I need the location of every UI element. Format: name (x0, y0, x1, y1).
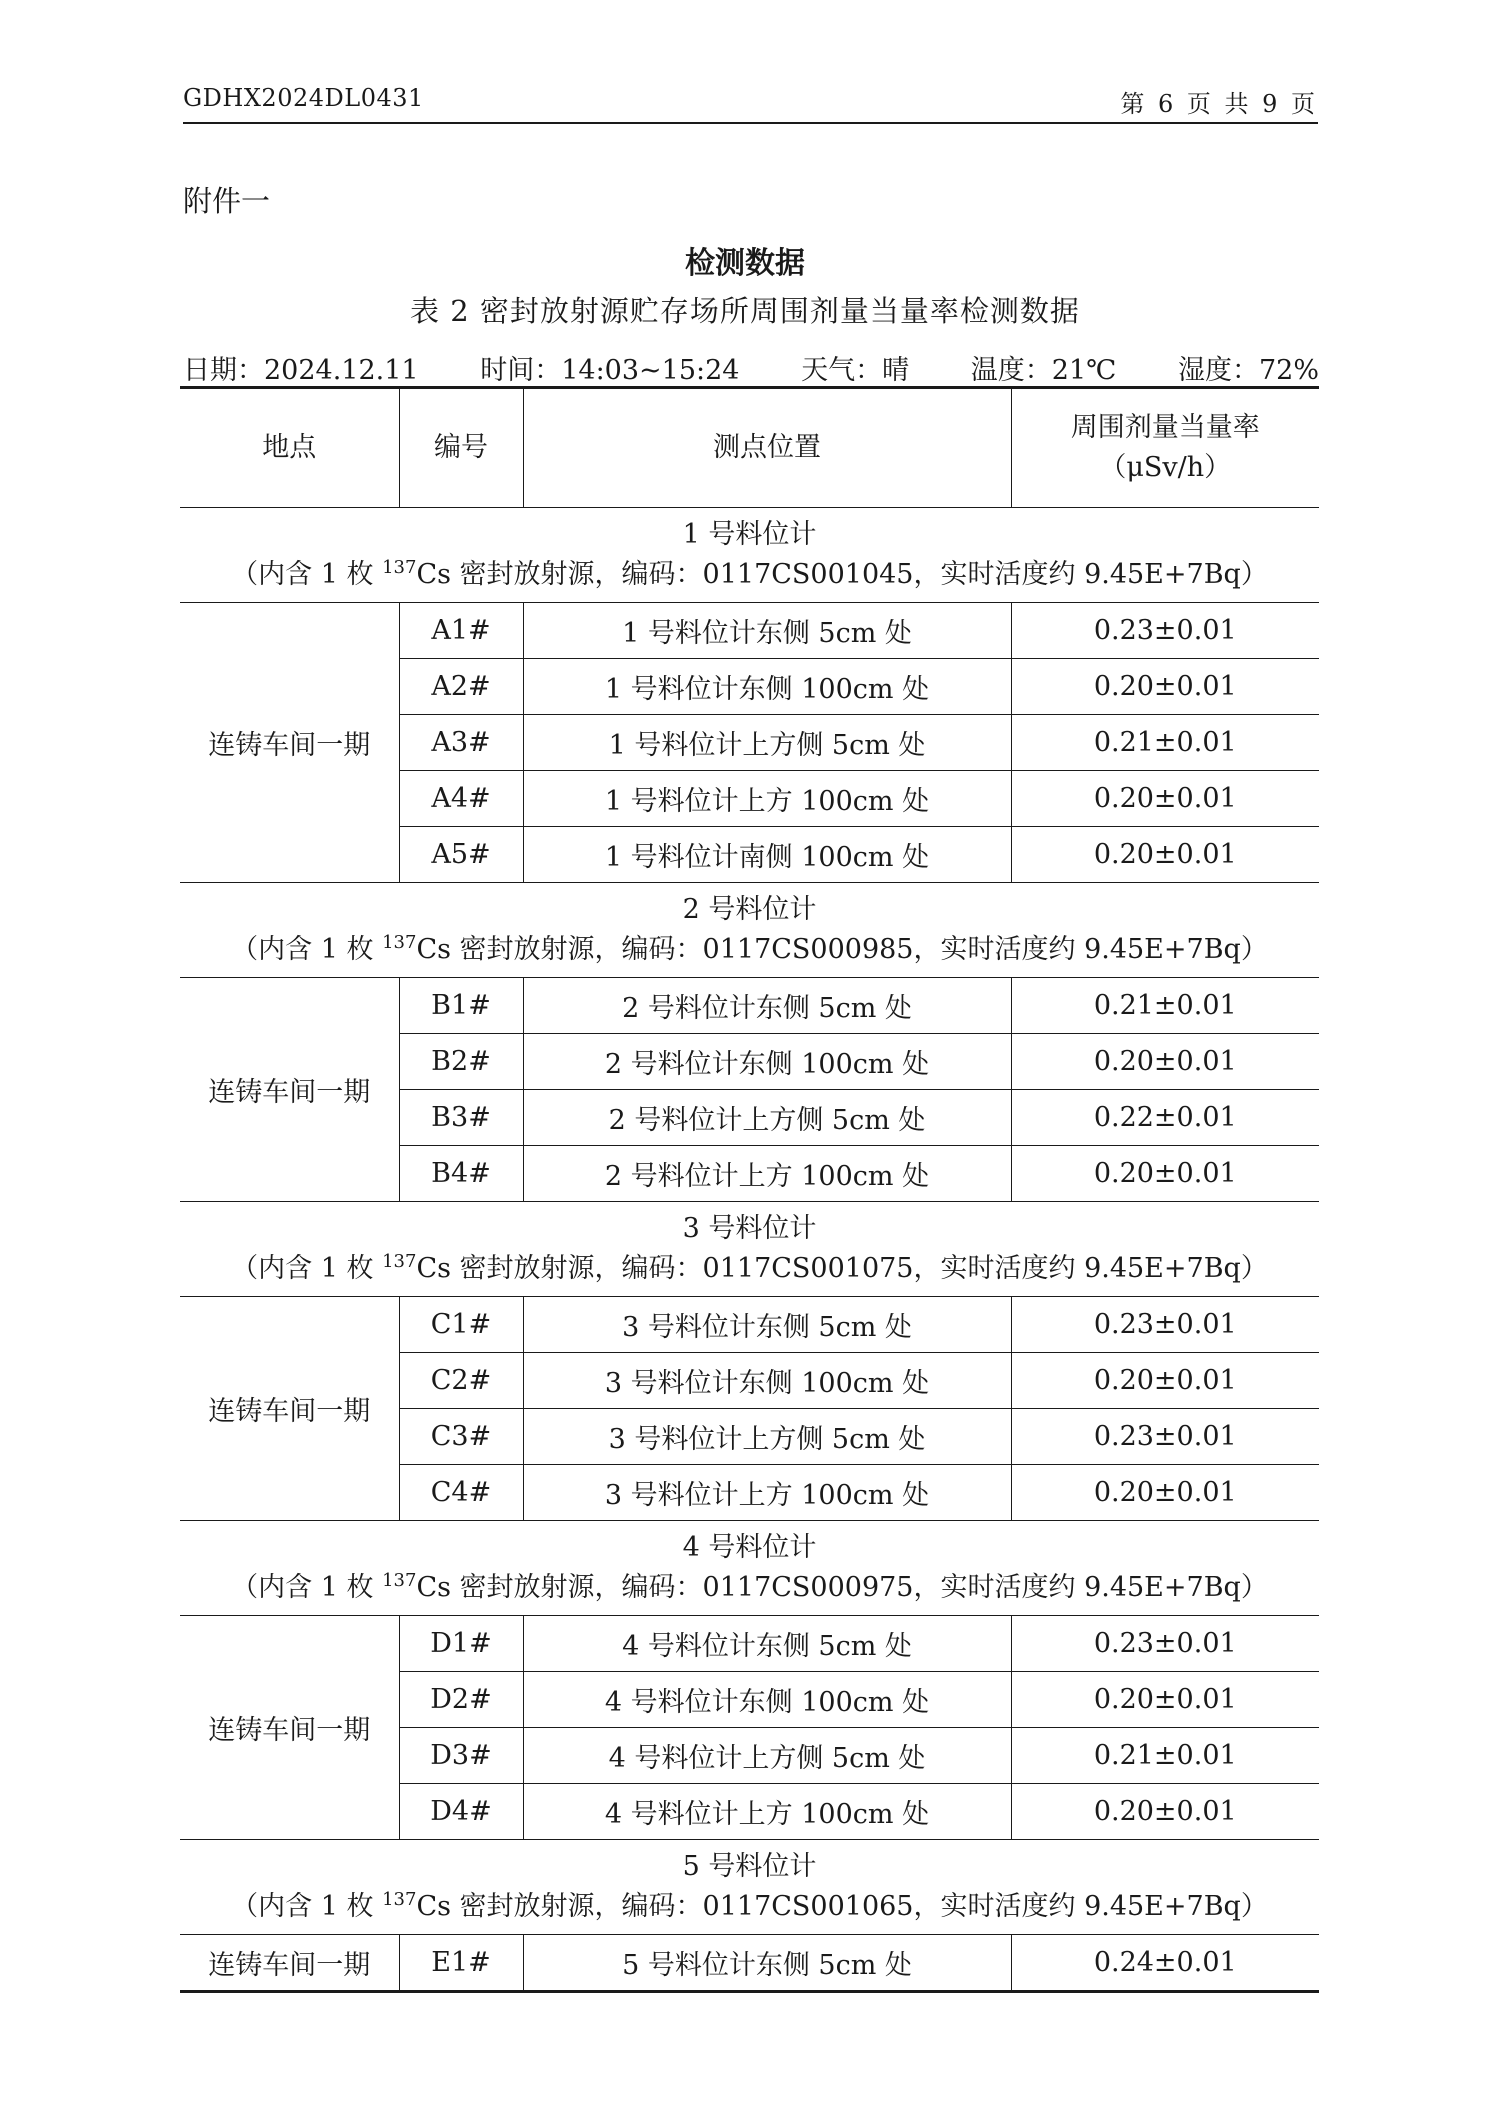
source-note-prefix: （内含 1 枚 (231, 934, 383, 965)
column-header-id: 编号 (399, 388, 523, 508)
page-indicator: 第 6 页 共 9 页 (1120, 90, 1318, 118)
isotope-mass-number: 137 (382, 557, 417, 578)
source-group-heading (180, 1840, 1319, 1935)
dose-rate-header-label: 周围剂量当量率 (1070, 412, 1260, 443)
appendix-label: 附件一 (183, 184, 271, 218)
dose-rate-cell: 0.20±0.01 (1011, 771, 1319, 827)
weather-field: 天气：晴 (801, 355, 910, 386)
point-position-cell: 4 号料位计上方 100cm 处 (523, 1784, 1011, 1840)
dose-rate-cell: 0.20±0.01 (1011, 1353, 1319, 1409)
dose-rate-cell: 0.20±0.01 (1011, 1784, 1319, 1840)
source-note-detail: Cs 密封放射源，编码：0117CS000985，实时活度约 9.45E+7Bq） (416, 934, 1268, 965)
source-note-prefix: （内含 1 枚 (231, 559, 383, 590)
point-id-cell: B4# (399, 1146, 523, 1202)
measurement-conditions (183, 348, 1319, 387)
dose-rate-cell: 0.24±0.01 (1011, 1935, 1319, 1992)
point-position-cell: 3 号料位计上方侧 5cm 处 (523, 1409, 1011, 1465)
header-divider (183, 122, 1318, 124)
column-header-position: 测点位置 (523, 388, 1011, 508)
source-group-row (180, 1840, 1319, 1935)
point-position-cell: 4 号料位计东侧 100cm 处 (523, 1672, 1011, 1728)
point-position-cell: 2 号料位计上方侧 5cm 处 (523, 1090, 1011, 1146)
location-cell: 连铸车间一期 (180, 1616, 399, 1840)
column-header-dose-rate (1011, 388, 1319, 508)
source-note-detail: Cs 密封放射源，编码：0117CS000975，实时活度约 9.45E+7Bq） (416, 1572, 1268, 1603)
dose-rate-cell: 0.21±0.01 (1011, 978, 1319, 1034)
point-id-cell: C1# (399, 1297, 523, 1353)
isotope-mass-number: 137 (382, 1251, 417, 1272)
isotope-mass-number: 137 (382, 1889, 417, 1910)
point-position-cell: 1 号料位计南侧 100cm 处 (523, 827, 1011, 883)
source-title: 3 号料位计 (682, 1213, 817, 1244)
point-position-cell: 3 号料位计上方 100cm 处 (523, 1465, 1011, 1521)
location-cell: 连铸车间一期 (180, 1935, 399, 1992)
source-note (180, 1249, 1319, 1289)
point-id-cell: D3# (399, 1728, 523, 1784)
dose-rate-cell: 0.20±0.01 (1011, 1146, 1319, 1202)
isotope-mass-number: 137 (382, 932, 417, 953)
dose-rate-cell: 0.20±0.01 (1011, 1034, 1319, 1090)
date-field: 日期：2024.12.11 (183, 355, 419, 386)
location-cell: 连铸车间一期 (180, 603, 399, 883)
table-row (180, 1297, 1319, 1353)
source-note (180, 1887, 1319, 1927)
point-id-cell: A3# (399, 715, 523, 771)
point-id-cell: A1# (399, 603, 523, 659)
humidity-field: 湿度：72% (1177, 355, 1319, 386)
source-group-row (180, 883, 1319, 978)
point-id-cell: A4# (399, 771, 523, 827)
report-number: GDHX2024DL0431 (183, 84, 424, 112)
point-position-cell: 1 号料位计东侧 100cm 处 (523, 659, 1011, 715)
source-title: 5 号料位计 (682, 1851, 817, 1882)
dose-rate-cell: 0.23±0.01 (1011, 603, 1319, 659)
source-title: 4 号料位计 (682, 1532, 817, 1563)
source-note-detail: Cs 密封放射源，编码：0117CS001045，实时活度约 9.45E+7Bq） (416, 559, 1268, 590)
source-group-heading (180, 883, 1319, 978)
column-header-location: 地点 (180, 388, 399, 508)
source-note (180, 555, 1319, 595)
table-row (180, 603, 1319, 659)
table-caption: 表 2 密封放射源贮存场所周围剂量当量率检测数据 (410, 294, 1080, 328)
source-group-row (180, 1202, 1319, 1297)
isotope-mass-number: 137 (382, 1570, 417, 1591)
point-position-cell: 2 号料位计东侧 100cm 处 (523, 1034, 1011, 1090)
source-note-detail: Cs 密封放射源，编码：0117CS001075，实时活度约 9.45E+7Bq） (416, 1253, 1268, 1284)
point-id-cell: D1# (399, 1616, 523, 1672)
point-id-cell: C2# (399, 1353, 523, 1409)
source-note (180, 930, 1319, 970)
dose-rate-cell: 0.22±0.01 (1011, 1090, 1319, 1146)
source-note-prefix: （内含 1 枚 (231, 1891, 383, 1922)
point-id-cell: C3# (399, 1409, 523, 1465)
point-id-cell: D4# (399, 1784, 523, 1840)
dose-rate-cell: 0.23±0.01 (1011, 1297, 1319, 1353)
dose-rate-cell: 0.20±0.01 (1011, 1465, 1319, 1521)
dose-rate-cell: 0.20±0.01 (1011, 827, 1319, 883)
source-title: 1 号料位计 (682, 519, 817, 550)
point-position-cell: 2 号料位计上方 100cm 处 (523, 1146, 1011, 1202)
source-group-heading (180, 1521, 1319, 1616)
point-position-cell: 3 号料位计东侧 100cm 处 (523, 1353, 1011, 1409)
point-position-cell: 2 号料位计东侧 5cm 处 (523, 978, 1011, 1034)
point-position-cell: 1 号料位计东侧 5cm 处 (523, 603, 1011, 659)
point-id-cell: E1# (399, 1935, 523, 1992)
source-note-detail: Cs 密封放射源，编码：0117CS001065，实时活度约 9.45E+7Bq） (416, 1891, 1268, 1922)
source-note-prefix: （内含 1 枚 (231, 1253, 383, 1284)
point-id-cell: B2# (399, 1034, 523, 1090)
temperature-field: 温度：21℃ (970, 355, 1117, 386)
point-position-cell: 1 号料位计上方侧 5cm 处 (523, 715, 1011, 771)
point-position-cell: 4 号料位计东侧 5cm 处 (523, 1616, 1011, 1672)
dose-rate-cell: 0.21±0.01 (1011, 1728, 1319, 1784)
point-position-cell: 3 号料位计东侧 5cm 处 (523, 1297, 1011, 1353)
dose-rate-cell: 0.23±0.01 (1011, 1616, 1319, 1672)
time-field: 时间：14:03~15:24 (480, 355, 740, 386)
point-position-cell: 5 号料位计东侧 5cm 处 (523, 1935, 1011, 1992)
point-id-cell: B1# (399, 978, 523, 1034)
point-id-cell: A2# (399, 659, 523, 715)
source-title: 2 号料位计 (682, 894, 817, 925)
dose-rate-cell: 0.23±0.01 (1011, 1409, 1319, 1465)
source-note (180, 1568, 1319, 1608)
point-position-cell: 1 号料位计上方 100cm 处 (523, 771, 1011, 827)
dose-rate-cell: 0.20±0.01 (1011, 1672, 1319, 1728)
page-title: 检测数据 (685, 246, 805, 281)
location-cell: 连铸车间一期 (180, 978, 399, 1202)
dose-rate-header-unit: （μSv/h） (1099, 452, 1232, 483)
dose-rate-cell: 0.20±0.01 (1011, 659, 1319, 715)
table-row (180, 1616, 1319, 1672)
dose-rate-table (180, 386, 1319, 1993)
point-position-cell: 4 号料位计上方侧 5cm 处 (523, 1728, 1011, 1784)
point-id-cell: C4# (399, 1465, 523, 1521)
table-body (180, 508, 1319, 1992)
source-group-row (180, 508, 1319, 603)
point-id-cell: D2# (399, 1672, 523, 1728)
dose-rate-cell: 0.21±0.01 (1011, 715, 1319, 771)
location-cell: 连铸车间一期 (180, 1297, 399, 1521)
table-row (180, 1935, 1319, 1992)
source-group-row (180, 1521, 1319, 1616)
point-id-cell: A5# (399, 827, 523, 883)
table-header-row (180, 388, 1319, 508)
source-group-heading (180, 1202, 1319, 1297)
source-note-prefix: （内含 1 枚 (231, 1572, 383, 1603)
source-group-heading (180, 508, 1319, 603)
table-row (180, 978, 1319, 1034)
point-id-cell: B3# (399, 1090, 523, 1146)
